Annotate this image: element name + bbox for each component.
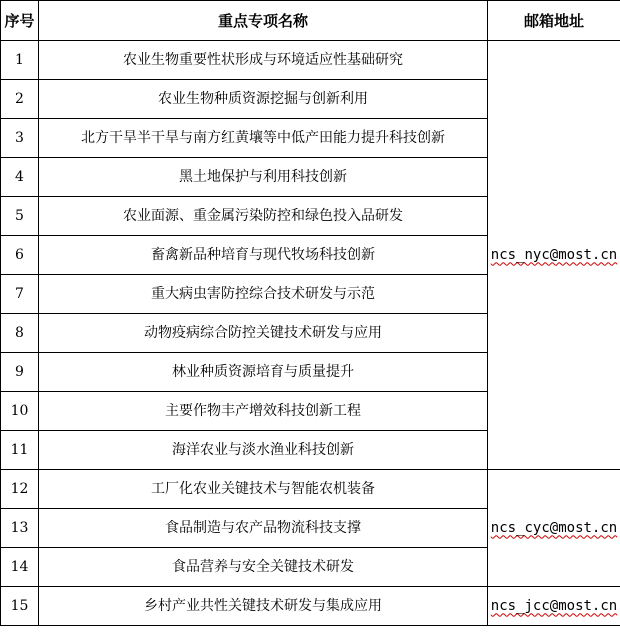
project-name: 北方干旱半干旱与南方红黄壤等中低产田能力提升科技创新 bbox=[39, 119, 488, 158]
table-row bbox=[1, 587, 620, 626]
project-name: 农业生物种质资源挖掘与创新利用 bbox=[39, 80, 488, 119]
project-name: 食品制造与农产品物流科技支撑 bbox=[39, 509, 488, 548]
header-email-address: 邮箱地址 bbox=[488, 1, 620, 41]
table-body bbox=[1, 41, 620, 626]
email-cell-group-1 bbox=[488, 41, 620, 470]
table-row bbox=[1, 41, 620, 80]
row-number: 15 bbox=[1, 587, 39, 626]
project-name: 食品营养与安全关键技术研发 bbox=[39, 548, 488, 587]
email-address[interactable]: ncs_nyc@most.cn bbox=[490, 246, 618, 263]
row-number: 3 bbox=[1, 119, 39, 158]
header-project-name: 重点专项名称 bbox=[39, 1, 488, 41]
project-name: 重大病虫害防控综合技术研发与示范 bbox=[39, 275, 488, 314]
email-address[interactable]: ncs_jcc@most.cn bbox=[490, 597, 618, 614]
row-number: 9 bbox=[1, 353, 39, 392]
row-number: 1 bbox=[1, 41, 39, 80]
project-name: 畜禽新品种培育与现代牧场科技创新 bbox=[39, 236, 488, 275]
project-name: 农业生物重要性状形成与环境适应性基础研究 bbox=[39, 41, 488, 80]
row-number: 10 bbox=[1, 392, 39, 431]
project-name: 农业面源、重金属污染防控和绿色投入品研发 bbox=[39, 197, 488, 236]
row-number: 8 bbox=[1, 314, 39, 353]
row-number: 7 bbox=[1, 275, 39, 314]
row-number: 2 bbox=[1, 80, 39, 119]
email-cell-group-3 bbox=[488, 587, 620, 626]
header-serial-number: 序号 bbox=[1, 1, 39, 41]
table-row bbox=[1, 470, 620, 509]
table-header bbox=[1, 1, 620, 41]
project-name: 海洋农业与淡水渔业科技创新 bbox=[39, 431, 488, 470]
row-number: 11 bbox=[1, 431, 39, 470]
email-address[interactable]: ncs_cyc@most.cn bbox=[490, 519, 618, 536]
project-name: 乡村产业共性关键技术研发与集成应用 bbox=[39, 587, 488, 626]
project-name: 林业种质资源培育与质量提升 bbox=[39, 353, 488, 392]
project-name: 黑土地保护与利用科技创新 bbox=[39, 158, 488, 197]
row-number: 14 bbox=[1, 548, 39, 587]
row-number: 5 bbox=[1, 197, 39, 236]
header-row bbox=[1, 1, 620, 41]
row-number: 12 bbox=[1, 470, 39, 509]
project-name: 主要作物丰产增效科技创新工程 bbox=[39, 392, 488, 431]
row-number: 6 bbox=[1, 236, 39, 275]
project-name: 工厂化农业关键技术与智能农机装备 bbox=[39, 470, 488, 509]
row-number: 13 bbox=[1, 509, 39, 548]
row-number: 4 bbox=[1, 158, 39, 197]
email-cell-group-2 bbox=[488, 470, 620, 587]
project-name: 动物疫病综合防控关键技术研发与应用 bbox=[39, 314, 488, 353]
